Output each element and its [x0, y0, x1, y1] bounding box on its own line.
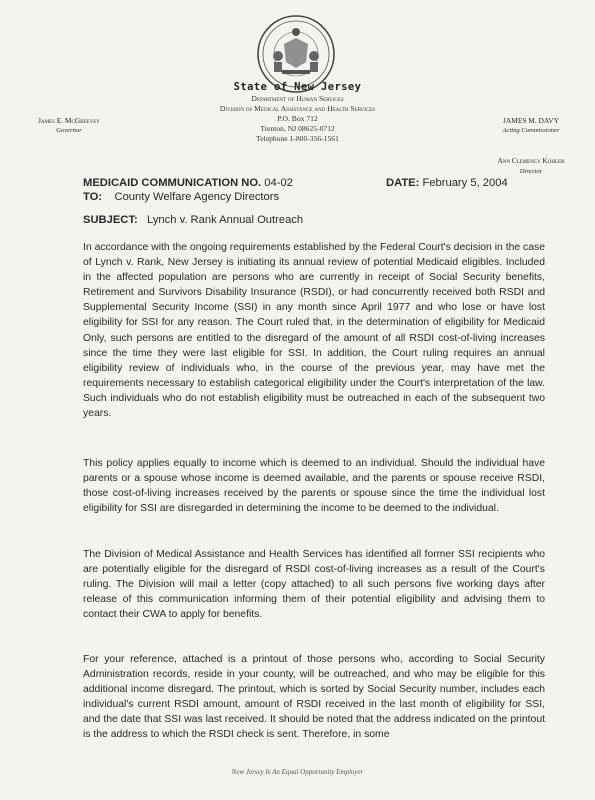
letterhead	[150, 80, 445, 144]
to-value: County Welfare Agency Directors	[114, 191, 280, 203]
body-paragraph-3: The Division of Medical Assistance and Health Services has identified all former SSI recipients who are potentially eligible for the disregard of RSDI cost-of-living increases as a result of the Court's ruling. The Division will mail a letter (copy attached) to all such persons five working days after release of this communication informing them of their potential eligibility and advising them to contact their CWA to apply for benefits.	[83, 549, 545, 621]
date-line	[386, 176, 508, 190]
subject-label: SUBJECT:	[83, 214, 138, 226]
po-box: P.O. Box 712	[277, 114, 318, 123]
department-name: Department of Human Services	[251, 94, 344, 103]
governor-block	[14, 116, 124, 136]
governor-title: Governor	[56, 127, 82, 134]
director-block	[476, 157, 586, 176]
director-title: Director	[519, 167, 543, 175]
director-name: Ann Clemency Kohler	[497, 157, 565, 165]
telephone-line: Telephone 1-800-356-1561	[256, 134, 339, 143]
subject-line	[83, 214, 303, 226]
governor-name: James E. McGreevey	[38, 116, 100, 125]
to-line	[83, 190, 279, 204]
body-paragraph-1: In accordance with the ongoing requirements established by the Federal Court's decision in the case of Lynch v. Rank, New Jersey is initiating its annual review of potential Medicaid eligibles. Included in the affected population are persons who are currently in receipt of Social Security benefits, Retirement and Survivors Disability Insurance (RSDI), or had concurrently received both RSDI and Supplemental Security Income (SSI) in any month since April 1977 and who lose or have lost eligibility for SSI for any reason. The Court ruled that, in the determination of eligibility for Medicaid Only, such persons are entitled to the disregard of the amount of all RSDI cost-of-living increases since the time they were last eligible for SSI. In addition, the Court ruling requires an annual eligibility review of individuals who, in the course of the previous year, may have met the requirements necessary to establish categorical eligibility under the Court's interpretation of the law. Such individuals who do not establish eligibility must be outreached in each of the subsequent two years.	[83, 242, 545, 420]
commissioner-name: JAMES M. DAVY	[503, 116, 559, 125]
commissioner-block	[476, 116, 586, 136]
to-label: TO:	[83, 191, 103, 203]
state-name: State of New Jersey	[233, 81, 362, 93]
subject-value: Lynch v. Rank Annual Outreach	[147, 214, 304, 226]
division-name: Division of Medical Assistance and Health Services	[219, 104, 376, 113]
date-label: DATE:	[386, 177, 420, 189]
communication-label: MEDICAID COMMUNICATION NO.	[83, 177, 262, 189]
commissioner-title: Acting Commissioner	[502, 127, 560, 134]
memo-header	[83, 176, 543, 203]
body-paragraph-2: This policy applies equally to income which is deemed to an individual. Should the individual have parents or a spouse whose income is deemed available, and the parents or spouse receive RSDI, those cost-of-living increases received by the parents or spouse since the time the individual lost eligibility for SSI are disregarded in determining the income to be deemed to the individual.	[83, 458, 545, 515]
body-paragraph-4: For your reference, attached is a printout of those persons who, according to Social Security Administration records, reside in your county, will be outreached, and who may be eligible for this additional income disregard. The printout, which is sorted by Social Security number, includes each individual's current RSDI amount, amount of RSDI received in the last month of eligibility for SSI, and the date that SSI was last received. It should be noted that the address indicated on the printout is the address to which the RSDI check is sent. Therefore, in some	[83, 654, 545, 741]
city-line: Trenton, NJ 08625-0712	[260, 124, 335, 133]
date-value: February 5, 2004	[422, 177, 508, 189]
footer-tagline: New Jersey Is An Equal Opportunity Employer	[231, 768, 364, 776]
communication-number: 04-02	[264, 177, 293, 189]
